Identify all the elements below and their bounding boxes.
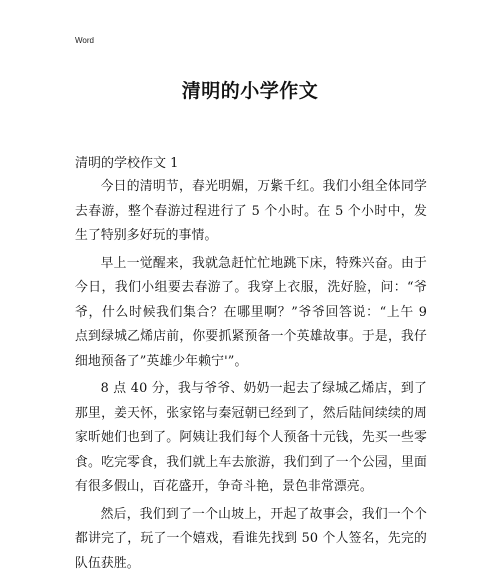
document-title: 清明的小学作文 <box>181 80 319 102</box>
header-label: Word <box>75 36 94 45</box>
document-body <box>75 175 427 579</box>
paragraph-1: 今日的清明节，春光明媚，万紫千红。我们小组全体同学去春游，整个春游过程进行了 5 个小时。在 5 个小时中，发生了特别多好玩的事情。 <box>75 179 427 243</box>
paragraph-4: 然后，我们到了一个山坡上，开起了故事会，我们一个个都讲完了，玩了一个嬉戏，看谁先找到 50 个人签名，先完的队伍获胜。 <box>75 506 427 571</box>
paragraph-3: 8 点 40 分，我与爷爷、奶奶一起去了绿城乙烯店，到了那里，姜天怀，张家铭与秦冠朝已经到了，然后陆间续续的周家昕她们也到了。阿姨让我们每个人预备十元钱，先买一些零食。吃完零食，我们就上车去旅游，我们到了一个公园，里面有很多假山，百花盛开，争奇斗艳，景色非常漂亮。 <box>75 381 427 494</box>
paragraph-2: 早上一觉醒来，我就急赶忙忙地跳下床，特殊兴奋。由于今日，我们小组要去春游了。我穿上衣服，洗好脸，问：“爷爷，什么时候我们集合？在哪里啊？”爷爷回答说：“上午 9 点到绿城乙烯店前，你要抓紧预备一个英雄故事。于是，我仔细地预备了”英雄少年赖宁'”。 <box>75 255 427 369</box>
section-subheading: 清明的学校作文 1 <box>75 156 179 171</box>
